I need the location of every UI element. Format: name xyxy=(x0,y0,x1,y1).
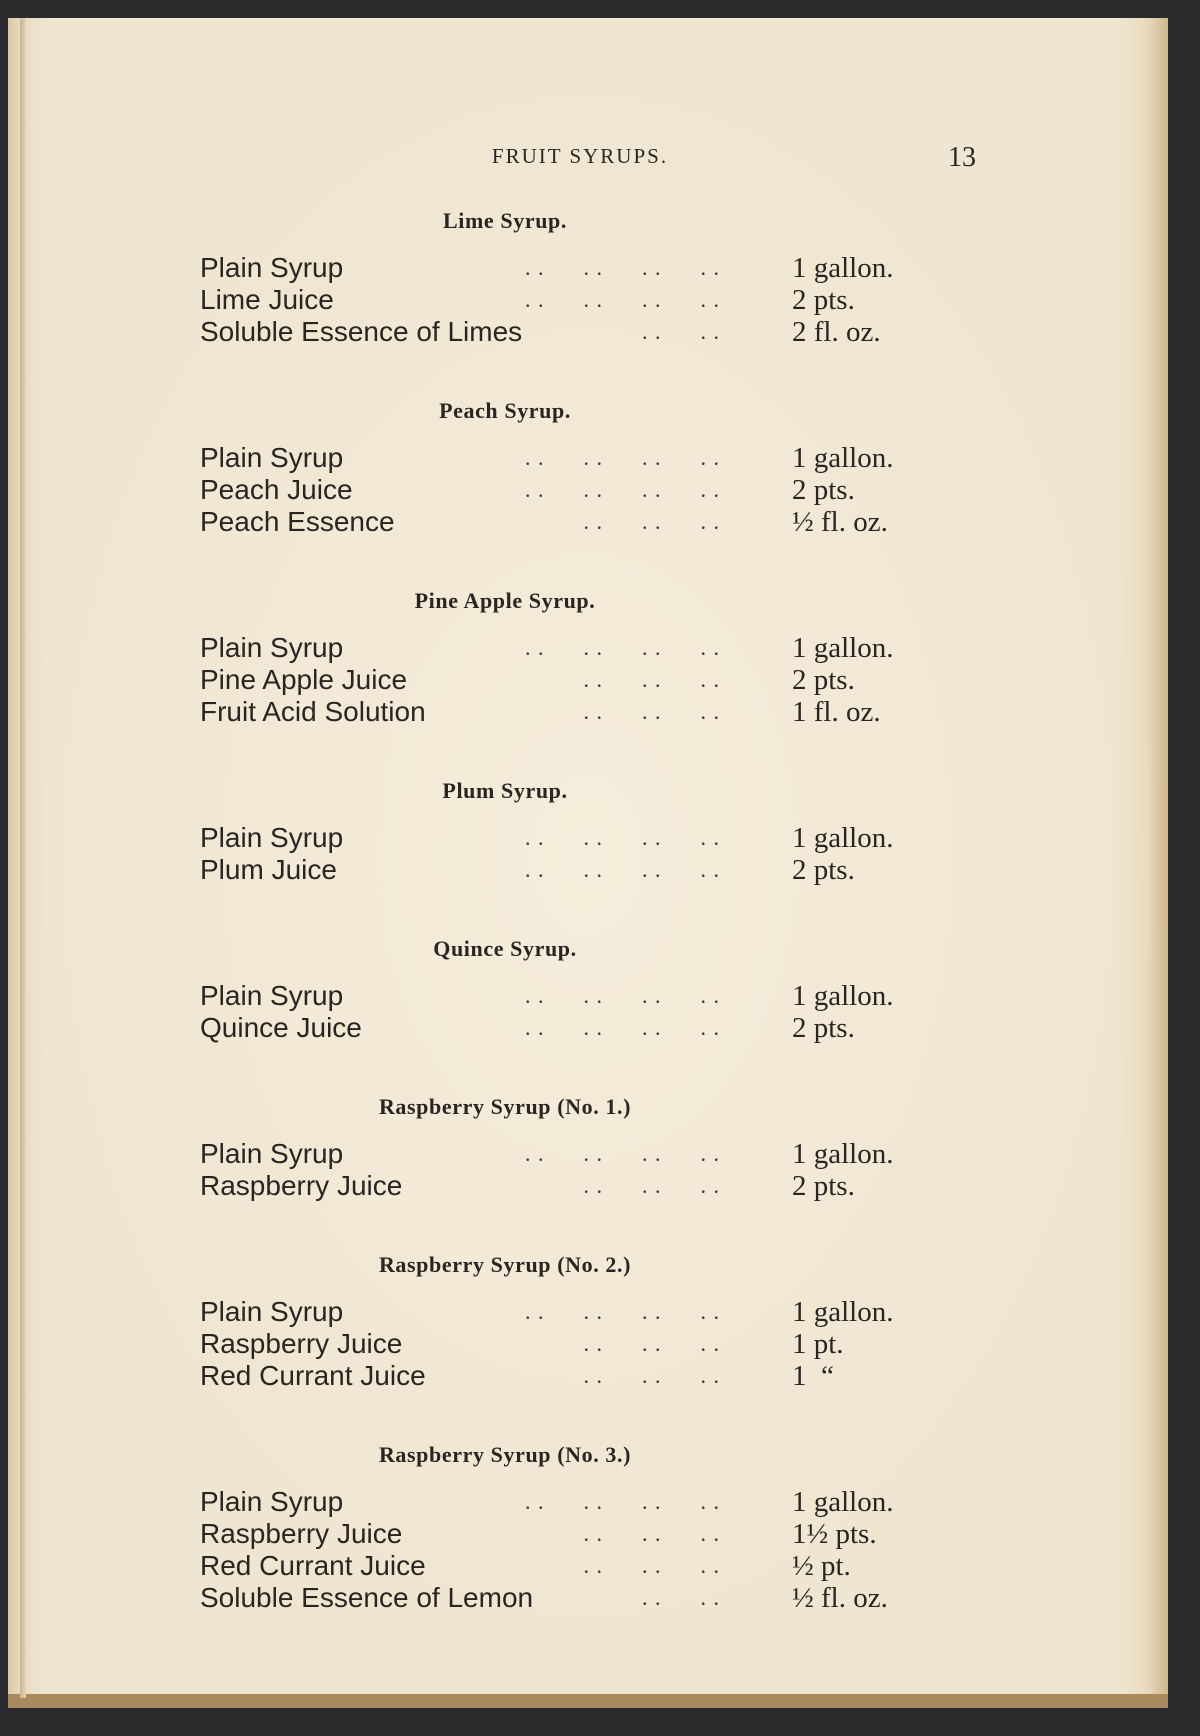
ingredient-quantity: 1 gallon. xyxy=(792,822,894,854)
ingredient-row xyxy=(200,632,940,664)
ingredient-quantity: 1 gallon. xyxy=(792,442,894,474)
recipe-section xyxy=(200,588,940,728)
ingredient-quantity: 2 fl. oz. xyxy=(792,316,881,348)
leader-dots: . . . . . . xyxy=(583,1553,720,1578)
recipe-title: Raspberry Syrup (No. 1.) xyxy=(378,1094,632,1119)
recipe-section xyxy=(200,208,940,348)
ingredient-name: Raspberry Juice xyxy=(200,1518,403,1549)
ingredient-cell xyxy=(200,1486,730,1518)
leader-dots: . . . . . . . . xyxy=(525,287,720,312)
recipe-list xyxy=(200,208,940,1664)
ingredient-quantity: 1 gallon. xyxy=(792,1296,894,1328)
ingredient-row xyxy=(200,1518,940,1550)
leader-dots: . . . . . . . . xyxy=(525,635,720,660)
ingredient-cell xyxy=(200,854,730,886)
ingredient-quantity: 2 pts. xyxy=(792,1012,855,1044)
ingredient-name: Fruit Acid Solution xyxy=(200,696,426,727)
leader-dots: . . . . . . . . xyxy=(525,1015,720,1040)
running-head-text: FRUIT SYRUPS. xyxy=(491,144,669,168)
ingredient-row xyxy=(200,1296,940,1328)
ingredient-name: Plain Syrup xyxy=(200,1138,344,1169)
ingredient-cell xyxy=(200,664,730,696)
leader-dots: . . . . xyxy=(642,319,720,344)
ingredient-row xyxy=(200,316,940,348)
ingredient-row xyxy=(200,252,940,284)
recipe-section xyxy=(200,778,940,886)
ingredient-quantity: 1 gallon. xyxy=(792,980,894,1012)
ingredient-cell xyxy=(200,1328,730,1360)
ingredient-quantity: ½ fl. oz. xyxy=(792,506,888,538)
ingredient-cell xyxy=(200,696,730,728)
ingredient-quantity: 1 “ xyxy=(792,1360,834,1392)
leader-dots: . . . . . . . . xyxy=(525,445,720,470)
ingredient-cell xyxy=(200,1360,730,1392)
leader-dots: . . . . . . xyxy=(583,699,720,724)
leader-dots: . . . . . . . . xyxy=(525,825,720,850)
ingredient-name: Soluble Essence of Lemon xyxy=(200,1582,534,1613)
ingredient-cell xyxy=(200,1170,730,1202)
ingredient-name: Red Currant Juice xyxy=(200,1360,426,1391)
ingredient-cell xyxy=(200,284,730,316)
recipe-section xyxy=(200,1252,940,1392)
ingredient-quantity: ½ pt. xyxy=(792,1550,851,1582)
leader-dots: . . . . . . . . xyxy=(525,1489,720,1514)
ingredient-quantity: ½ fl. oz. xyxy=(792,1582,888,1614)
leader-dots: . . . . . . . . xyxy=(525,255,720,280)
ingredient-row xyxy=(200,474,940,506)
ingredient-name: Plain Syrup xyxy=(200,1296,344,1327)
ingredient-name: Quince Juice xyxy=(200,1012,362,1043)
recipe-section xyxy=(200,1442,940,1614)
leader-dots: . . . . . . . . xyxy=(525,1141,720,1166)
running-head xyxy=(0,144,1200,169)
page-number: 13 xyxy=(948,142,976,173)
ingredient-row xyxy=(200,284,940,316)
ingredient-quantity: 1½ pts. xyxy=(792,1518,877,1550)
ingredient-cell xyxy=(200,1138,730,1170)
recipe-title: Pine Apple Syrup. xyxy=(414,588,596,613)
ingredient-row xyxy=(200,1138,940,1170)
ingredient-row xyxy=(200,1170,940,1202)
ingredient-quantity: 2 pts. xyxy=(792,474,855,506)
ingredient-quantity: 2 pts. xyxy=(792,284,855,316)
ingredient-quantity: 2 pts. xyxy=(792,854,855,886)
ingredient-quantity: 1 pt. xyxy=(792,1328,844,1360)
ingredient-quantity: 1 gallon. xyxy=(792,632,894,664)
ingredient-cell xyxy=(200,980,730,1012)
ingredient-row xyxy=(200,664,940,696)
ingredient-cell xyxy=(200,1012,730,1044)
ingredient-row xyxy=(200,980,940,1012)
ingredient-row xyxy=(200,1582,940,1614)
ingredient-quantity: 2 pts. xyxy=(792,664,855,696)
ingredient-cell xyxy=(200,632,730,664)
recipe-section xyxy=(200,398,940,538)
ingredient-name: Plain Syrup xyxy=(200,980,344,1011)
ingredient-name: Peach Essence xyxy=(200,506,395,537)
ingredient-row xyxy=(200,1360,940,1392)
leader-dots: . . . . . . xyxy=(583,1521,720,1546)
leader-dots: . . . . . . xyxy=(583,509,720,534)
leader-dots: . . . . . . xyxy=(583,1363,720,1388)
recipe-title: Peach Syrup. xyxy=(439,398,571,423)
ingredient-name: Plain Syrup xyxy=(200,822,344,853)
ingredient-name: Pine Apple Juice xyxy=(200,664,408,695)
recipe-title: Raspberry Syrup (No. 3.) xyxy=(378,1442,632,1467)
leader-dots: . . . . . . xyxy=(583,1331,720,1356)
recipe-title: Plum Syrup. xyxy=(442,778,568,803)
ingredient-row xyxy=(200,854,940,886)
ingredient-name: Soluble Essence of Limes xyxy=(200,316,523,347)
ingredient-row xyxy=(200,442,940,474)
ingredient-cell xyxy=(200,316,730,348)
ingredient-name: Plain Syrup xyxy=(200,252,344,283)
ingredient-name: Plain Syrup xyxy=(200,1486,344,1517)
ingredient-cell xyxy=(200,822,730,854)
leader-dots: . . . . . . . . xyxy=(525,1299,720,1324)
recipe-section xyxy=(200,1094,940,1202)
ingredient-row xyxy=(200,1328,940,1360)
ingredient-row xyxy=(200,1486,940,1518)
recipe-section xyxy=(200,936,940,1044)
ingredient-quantity: 2 pts. xyxy=(792,1170,855,1202)
ingredient-quantity: 1 fl. oz. xyxy=(792,696,881,728)
ingredient-cell xyxy=(200,442,730,474)
ingredient-name: Plum Juice xyxy=(200,854,337,885)
ingredient-row xyxy=(200,506,940,538)
ingredient-name: Raspberry Juice xyxy=(200,1170,403,1201)
ingredient-row xyxy=(200,1550,940,1582)
ingredient-name: Peach Juice xyxy=(200,474,353,505)
ingredient-quantity: 1 gallon. xyxy=(792,1138,894,1170)
recipe-title: Quince Syrup. xyxy=(433,936,577,961)
leader-dots: . . . . . . . . xyxy=(525,857,720,882)
ingredient-row xyxy=(200,1012,940,1044)
ingredient-cell xyxy=(200,1518,730,1550)
leader-dots: . . . . . . . . xyxy=(525,477,720,502)
ingredient-quantity: 1 gallon. xyxy=(792,252,894,284)
ingredient-name: Raspberry Juice xyxy=(200,1328,403,1359)
leader-dots: . . . . . . . . xyxy=(525,983,720,1008)
ingredient-name: Plain Syrup xyxy=(200,442,344,473)
ingredient-cell xyxy=(200,1296,730,1328)
leader-dots: . . . . xyxy=(642,1585,720,1610)
ingredient-name: Plain Syrup xyxy=(200,632,344,663)
ingredient-name: Lime Juice xyxy=(200,284,334,315)
leader-dots: . . . . . . xyxy=(583,1173,720,1198)
recipe-title: Raspberry Syrup (No. 2.) xyxy=(378,1252,632,1277)
ingredient-cell xyxy=(200,252,730,284)
ingredient-cell xyxy=(200,1582,730,1614)
ingredient-row xyxy=(200,822,940,854)
ingredient-quantity: 1 gallon. xyxy=(792,1486,894,1518)
ingredient-cell xyxy=(200,506,730,538)
ingredient-row xyxy=(200,696,940,728)
leader-dots: . . . . . . xyxy=(583,667,720,692)
ingredient-name: Red Currant Juice xyxy=(200,1550,426,1581)
ingredient-cell xyxy=(200,1550,730,1582)
ingredient-cell xyxy=(200,474,730,506)
recipe-title: Lime Syrup. xyxy=(443,208,567,233)
page-gutter xyxy=(20,18,26,1698)
